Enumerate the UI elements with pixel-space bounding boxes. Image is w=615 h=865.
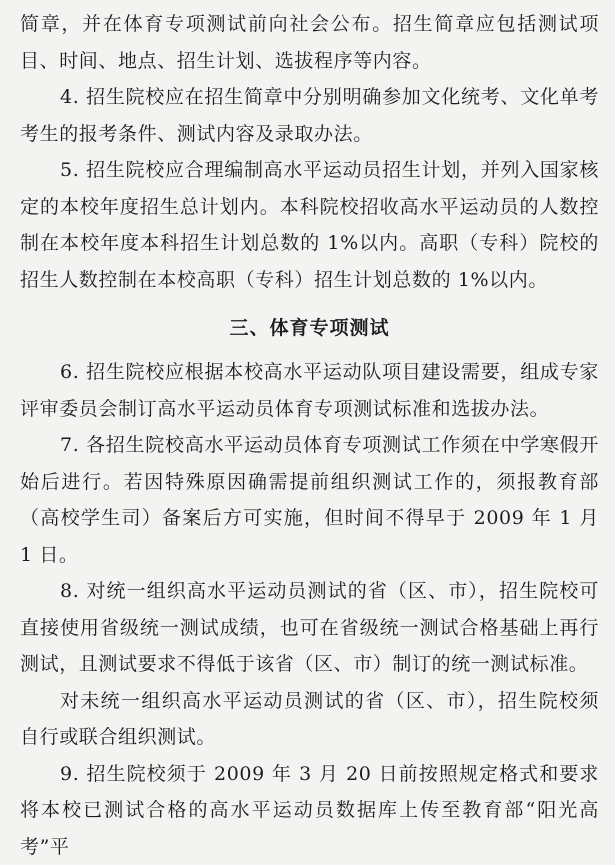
paragraph-item-7: 7. 各招生院校高水平运动员体育专项测试工作须在中学寒假开始后进行。若因特殊原因确需提前组织测试工作的，须报教育部（高校学生司）备案后方可实施，但时间不得早于 2009 年 1 月 1 日。 — [20, 427, 599, 573]
paragraph-item-8: 8. 对统一组织高水平运动员测试的省（区、市），招生院校可直接使用省级统一测试成绩，也可在省级统一测试合格基础上再行测试，且测试要求不得低于该省（区、市）制订的统一测试标准。 — [20, 573, 599, 683]
section-heading: 三、体育专项测试 — [20, 308, 599, 348]
paragraph-item-5: 5. 招生院校应合理编制高水平运动员招生计划，并列入国家核定的本校年度招生总计划内。本科院校招收高水平运动员的人数控制在本校年度本科招生计划总数的 1%以内。高职（专科）院校的招生人数控制在本校高职（专科）招生计划总数的 1%以内。 — [20, 152, 599, 298]
paragraph-item-9: 9. 招生院校须于 2009 年 3 月 20 日前按照规定格式和要求将本校已测试合格的高水平运动员数据库上传至教育部“阳光高考”平 — [20, 756, 599, 865]
paragraph-item-4: 4. 招生院校应在招生简章中分别明确参加文化统考、文化单考考生的报考条件、测试内容及录取办法。 — [20, 79, 599, 152]
paragraph-item-6: 6. 招生院校应根据本校高水平运动队项目建设需要，组成专家评审委员会制订高水平运动员体育专项测试标准和选拔办法。 — [20, 354, 599, 427]
paragraph-announcement-content: 简章，并在体育专项测试前向社会公布。招生简章应包括测试项目、时间、地点、招生计划、选拔程序等内容。 — [20, 6, 599, 79]
paragraph-item-8-continued: 对未统一组织高水平运动员测试的省（区、市），招生院校须自行或联合组织测试。 — [20, 683, 599, 756]
